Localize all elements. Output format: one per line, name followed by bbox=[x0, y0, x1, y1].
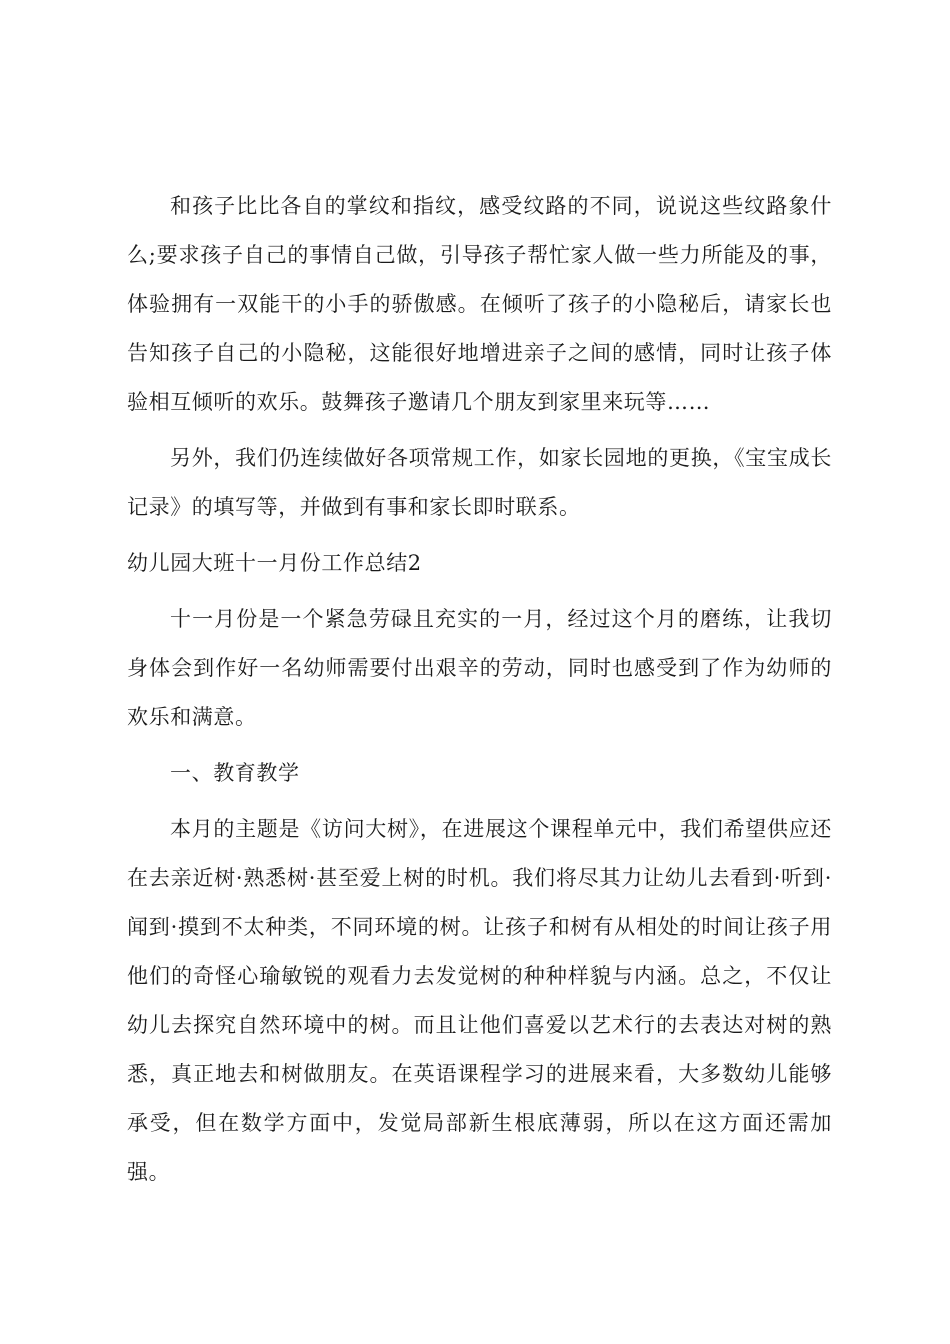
heading-education-teaching: 一、教育教学 bbox=[170, 761, 300, 785]
paragraph-tree-theme: 本月的主题是《访问大树》，在进展这个课程单元中，我们希望供应还在去亲近树·熟悉树·甚至爱上树的时机。我们将尽其力让幼儿去看到·听到·闻到·摸到不太种类，不同环境的树。让孩子和树有从相处的时间让孩子用他们的奇怪心瑜敏锐的观看力去发觉树的种种样貌与内涵。总之，不仅让幼儿去探究自然环境中的树。而且让他们喜爱以艺术行的去表达对树的熟悉，真正地去和树做朋友。在英语课程学习的进展来看，大多数幼儿能够承受，但在数学方面中，发觉局部新生根底薄弱，所以在这方面还需加强。 bbox=[127, 817, 832, 1184]
document-body bbox=[127, 182, 832, 1204]
section-title-summary-2: 幼儿园大班十一月份工作总结2 bbox=[127, 551, 422, 575]
paragraph-parent-child-activities: 和孩子比比各自的掌纹和指纹，感受纹路的不同，说说这些纹路象什么;要求孩子自己的事情自己做，引导孩子帮忙家人做一些力所能及的事，体验拥有一双能干的小手的骄傲感。在倾听了孩子的小隐秘后，请家长也告知孩子自己的小隐秘，这能很好地增进亲子之间的感情，同时让孩子体验相互倾听的欢乐。鼓舞孩子邀请几个朋友到家里来玩等…… bbox=[127, 194, 832, 414]
paragraph-routine-work: 另外，我们仍连续做好各项常规工作，如家长园地的更换，《宝宝成长记录》的填写等，并做到有事和家长即时联系。 bbox=[127, 446, 832, 519]
paragraph-november-intro: 十一月份是一个紧急劳碌且充实的一月，经过这个月的磨练，让我切身体会到作好一名幼师需要付出艰辛的劳动，同时也感受到了作为幼师的欢乐和满意。 bbox=[127, 607, 832, 729]
